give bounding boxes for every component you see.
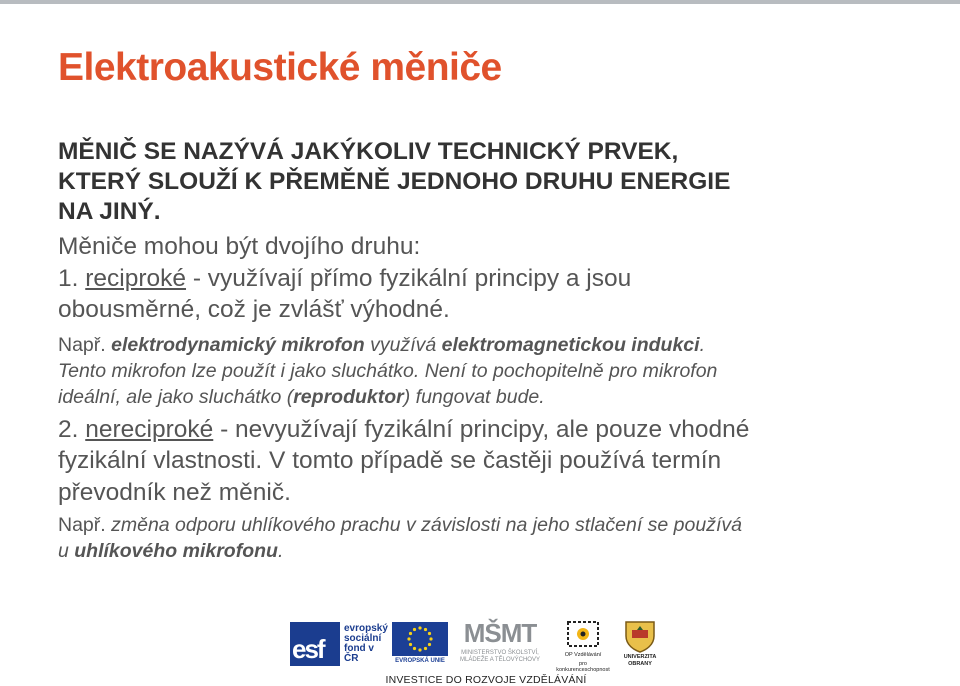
msmt-mark: MŠMT bbox=[463, 618, 537, 648]
example-2-line-2 bbox=[58, 538, 928, 564]
uo-text-1: UNIVERZITA bbox=[623, 654, 657, 660]
intro-text: Měniče mohou být dvojího druhu: bbox=[58, 233, 421, 260]
op-logo bbox=[552, 618, 614, 673]
example-2-line-1 bbox=[58, 512, 928, 538]
eu-flag-icon bbox=[392, 622, 448, 656]
eu-text: EVROPSKÁ UNIE bbox=[395, 658, 445, 664]
esf-text-2: sociální bbox=[344, 633, 382, 644]
example-1-line-2: Tento mikrofon lze použít i jako sluchátko. Není to pochopitelně pro mikrofon bbox=[58, 359, 718, 382]
slide-title: Elektroakustické měniče bbox=[58, 46, 502, 89]
item-1-term: reciproké bbox=[85, 264, 187, 292]
op-text-2: pro konkurenceschopnost bbox=[556, 660, 610, 673]
example-1-line-3b: ) fungovat bude. bbox=[403, 385, 545, 408]
example-1-end: . bbox=[699, 333, 705, 356]
example-2-line-2b: . bbox=[277, 540, 284, 562]
esf-letters: esf bbox=[292, 634, 324, 664]
item-2-line-1 bbox=[58, 414, 928, 446]
esf-text-1: evropský bbox=[344, 623, 388, 634]
esf-text bbox=[344, 624, 388, 664]
example-1-bold-1: elektrodynamický mikrofon bbox=[111, 333, 365, 356]
example-1-line-1 bbox=[58, 332, 928, 358]
example-1-line-3-bold: reproduktor bbox=[293, 385, 404, 408]
item-1-line-1 bbox=[58, 263, 928, 295]
op-text-1: OP Vzdělávání bbox=[564, 652, 602, 658]
item-2-rest: - nevyužívají fyzikální principy, ale pouze vhodné bbox=[213, 415, 750, 443]
esf-text-3: fond v ČR bbox=[344, 643, 374, 664]
uo-logo bbox=[620, 618, 660, 670]
op-emblem-icon bbox=[552, 618, 614, 650]
heading-line-1: MĚNIČ SE NAZÝVÁ JAKÝKOLIV TECHNICKÝ PRVEK, bbox=[58, 138, 679, 165]
item-2-number: 2. bbox=[58, 415, 79, 443]
example-2-text: změna odporu uhlíkového prachu v závislosti na jeho stlačení se používá bbox=[105, 514, 742, 536]
item-1-number: 1. bbox=[58, 264, 79, 292]
slide-content bbox=[58, 137, 928, 564]
investice-slogan: INVESTICE DO ROZVOJE VZDĚLÁVÁNÍ bbox=[385, 674, 587, 686]
heading-line-3: NA JINÝ. bbox=[58, 198, 161, 225]
university-shield-icon bbox=[620, 618, 660, 654]
msmt-logo bbox=[454, 616, 546, 668]
example-2-line-2a: u bbox=[58, 540, 75, 562]
example-1-line-3 bbox=[58, 384, 928, 410]
example-1-line-3a: ideální, ale jako sluchátko ( bbox=[58, 385, 294, 408]
example-2-line-2-bold: uhlíkového mikrofonu bbox=[74, 540, 278, 562]
item-1-rest: - využívají přímo fyzikální principy a jsou bbox=[186, 264, 632, 292]
item-2-term: nereciproké bbox=[85, 415, 214, 443]
example-1-mid: využívá bbox=[364, 333, 442, 356]
msmt-text-2: MLÁDEŽE A TĚLOVÝCHOVY bbox=[460, 657, 540, 663]
item-2-line-2: fyzikální vlastnosti. V tomto případě se častěji používá termín bbox=[58, 447, 722, 474]
uo-text-2: OBRANY bbox=[628, 660, 652, 667]
example-1-bold-2: elektromagnetickou indukci bbox=[441, 333, 700, 356]
item-2-line-3: převodník než měnič. bbox=[58, 478, 291, 506]
msmt-text-1: MINISTERSTVO ŠKOLSTVÍ, bbox=[461, 650, 539, 656]
eu-logo bbox=[392, 622, 448, 666]
item-1-line-2: obousměrné, což je zvlášť výhodné. bbox=[58, 296, 450, 323]
top-rule bbox=[0, 0, 960, 4]
esf-logo bbox=[290, 622, 386, 666]
example-2-lead: Např. bbox=[58, 514, 106, 536]
heading-line-2: KTERÝ SLOUŽÍ K PŘEMĚNĚ JEDNOHO DRUHU ENERGIE bbox=[58, 168, 731, 195]
esf-box bbox=[290, 622, 340, 666]
example-1-lead: Např. bbox=[58, 333, 106, 356]
